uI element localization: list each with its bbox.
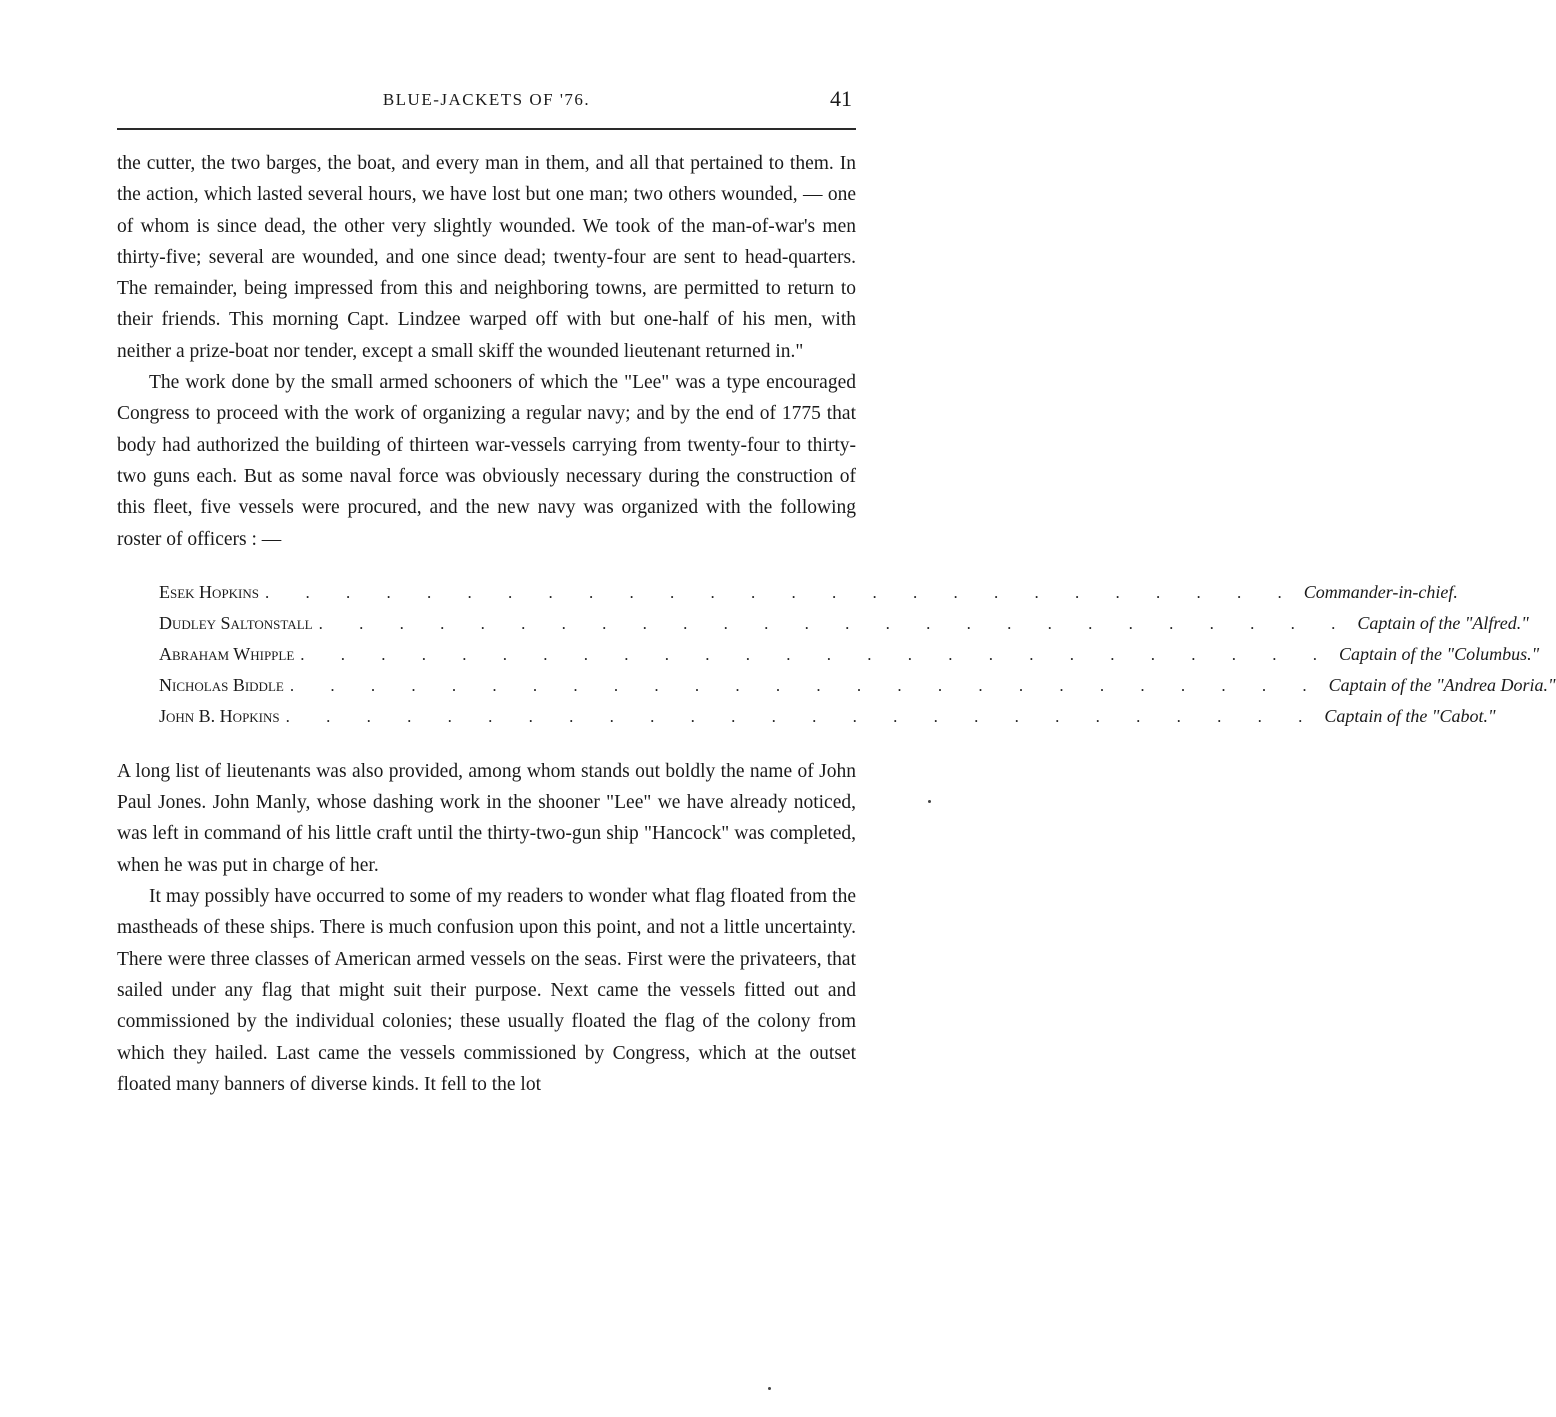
officer-roster [117,577,1556,732]
officer-name: Dudley Saltonstall [159,612,313,633]
page-number: 41 [830,86,852,111]
roster-row [159,639,1540,670]
paragraph-navy: The work done by the small armed schooners of which the "Lee" was a type encouraged Congress to proceed with the work of organizing a regular navy; and by the end of 1775 that body had authorized the building of thirteen war-vessels carrying from twenty-four to thirty-two guns each. But as some naval force was obviously necessary during the construction of this fleet, five vessels were procured, and the new navy was organized with the following roster of officers : — [117,372,856,550]
header-rule [117,128,856,130]
leader-dots: . . . . . . . . . . . . . . . . . . . . . . . . . . [265,582,1298,602]
officer-role: Captain of the "Andrea Doria." [1328,674,1556,695]
stray-ink-dot [928,800,931,803]
book-page [117,84,1556,1100]
leader-dots: . . . . . . . . . . . . . . . . . . . . . . . . . . [285,706,1319,726]
roster-row [159,577,1458,608]
officer-name: John B. Hopkins [159,705,280,726]
paragraph-lieutenants: A long list of lieutenants was also provided, among whom stands out boldly the name of John Paul Jones. John Manly, whose dashing work in the shooner "Lee" we have already noticed, was left in command of his little craft until the thirty-two-gun ship "Hancock" was completed, when he was put in charge of her. [117,760,856,876]
officer-name: Abraham Whipple [159,643,295,664]
officer-name: Nicholas Biddle [159,674,284,695]
roster-row [159,670,1556,701]
officer-role: Commander-in-chief. [1303,581,1458,602]
leader-dots: . . . . . . . . . . . . . . . . . . . . . . . . . . [300,644,1334,664]
paragraph-flags: It may possibly have occurred to some of my readers to wonder what flag floated from the mastheads of these ships. There is much confusion upon this point, and not a little uncertainty. There were three classes of American armed vessels on the seas. First were the privateers, that sailed under any flag that might suit their purpose. Next came the vessels fitted out and commissioned by the individual colonies; these usually floated the flag of the colony from which they hailed. Last came the vessels commissioned by Congress, which at the outset floated many banners of diverse kinds. It fell to the lot [117,886,856,1095]
leader-dots: . . . . . . . . . . . . . . . . . . . . . . . . . . [318,613,1352,633]
body-text [117,148,1556,1100]
leader-dots: . . . . . . . . . . . . . . . . . . . . . . . . . . [289,675,1323,695]
officer-role: Captain of the "Cabot." [1324,705,1496,726]
officer-role: Captain of the "Alfred." [1357,612,1529,633]
officer-role: Captain of the "Columbus." [1339,643,1540,664]
officer-name: Esek Hopkins [159,581,260,602]
running-title: BLUE-JACKETS OF '76. [382,90,591,109]
paragraph-continued: the cutter, the two barges, the boat, and every man in them, and all that pertained to them. In the action, which lasted several hours, we have lost but one man; two others wounded, — one of whom is since dead, the other very slightly wounded. We took of the man-of-war's men thirty-five; several are wounded, and one since dead; twenty-four are sent to head-quarters. The remainder, being impressed from this and neighboring towns, are permitted to return to their friends. This morning Capt. Lindzee warped off with but one-half of his men, with neither a prize-boat nor tender, except a small skiff the wounded lieutenant returned in." [117,153,856,362]
running-head [117,84,856,124]
stray-ink-dot [768,1387,771,1390]
roster-row [159,608,1529,639]
roster-row [159,701,1496,732]
